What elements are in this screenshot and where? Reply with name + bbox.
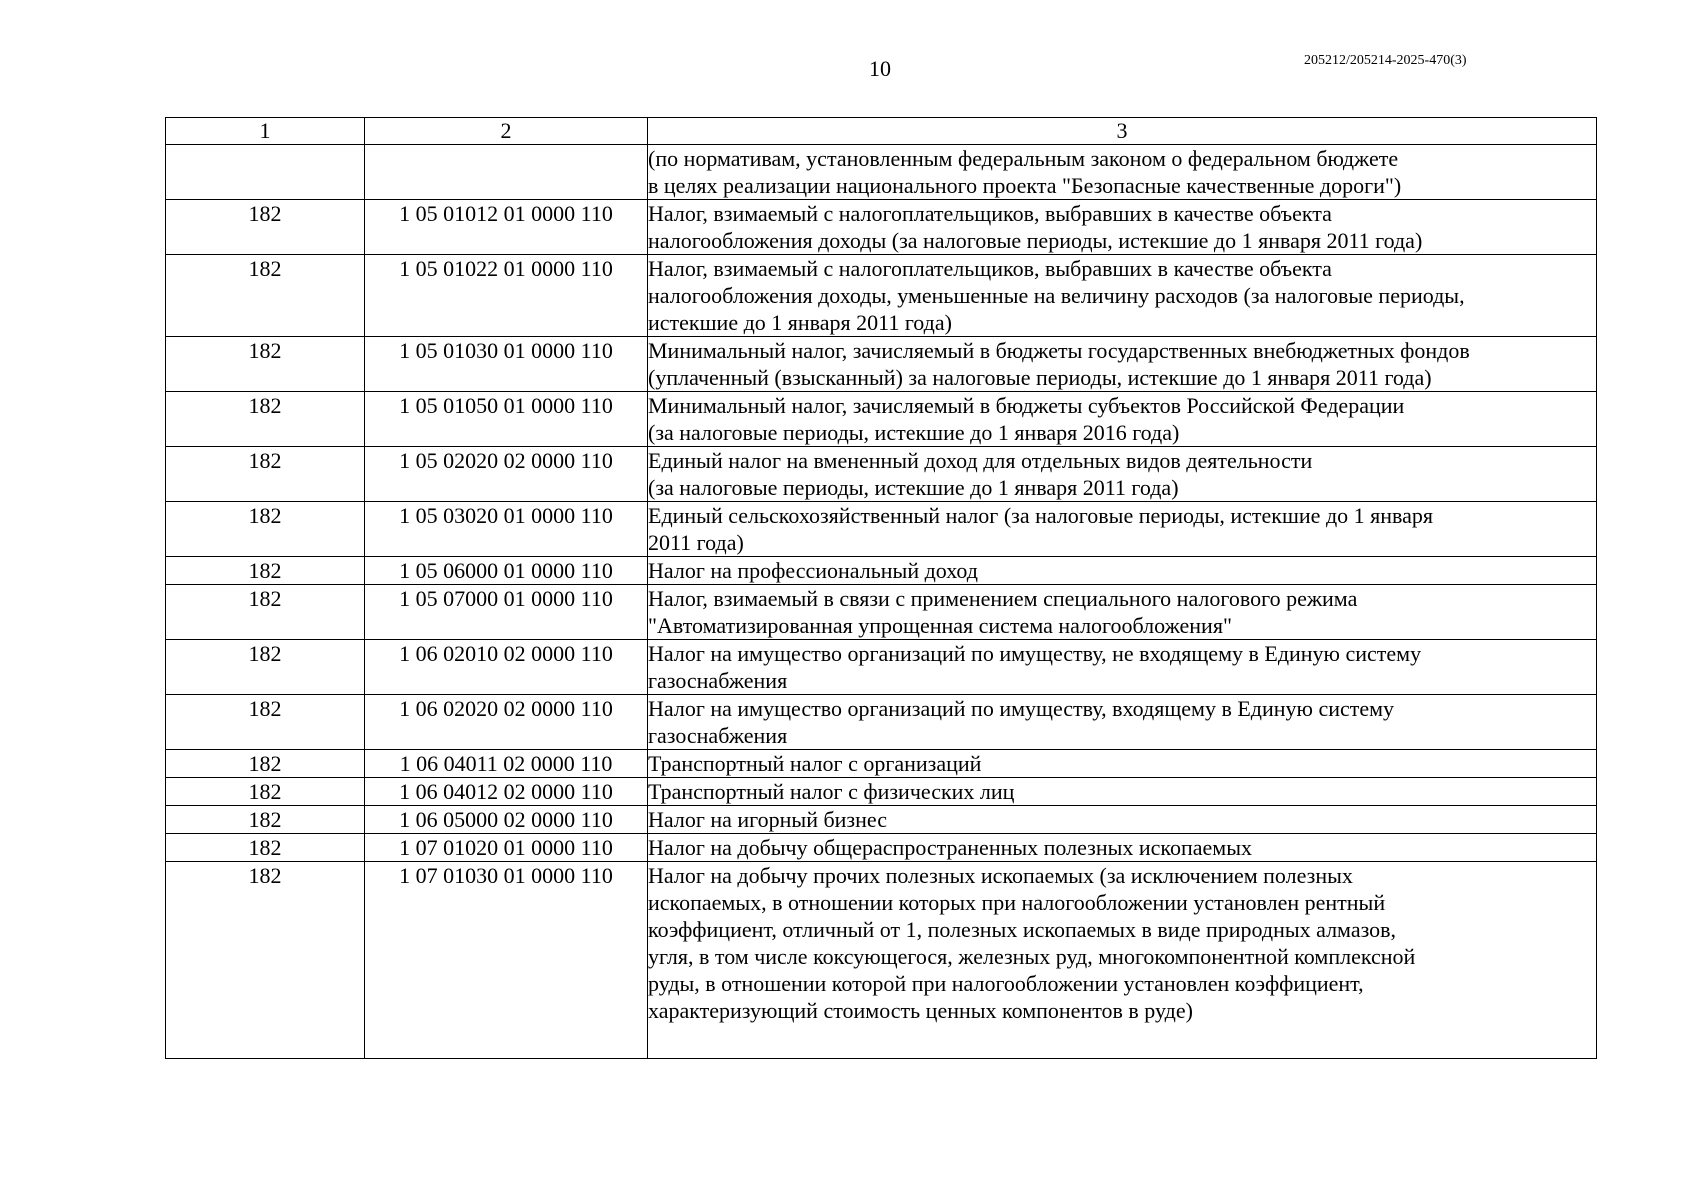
revenue-name-cell: Налог на имущество организаций по имуществу, не входящему в Единую систему газоснабжения [648,640,1597,695]
admin-code-cell: 182 [166,255,365,337]
budget-code-cell: 1 07 01020 01 0000 110 [365,834,648,862]
table-row [166,200,1597,255]
column-number-row [166,118,1597,145]
admin-code-cell: 182 [166,778,365,806]
column-header-3: 3 [648,118,1597,145]
table-row [166,337,1597,392]
budget-code-cell: 1 06 05000 02 0000 110 [365,806,648,834]
admin-code-cell [166,145,365,200]
revenue-name-cell: Единый налог на вмененный доход для отдельных видов деятельности (за налоговые периоды, истекшие до 1 января 2011 года) [648,447,1597,502]
admin-code-cell: 182 [166,200,365,255]
table-row [166,447,1597,502]
revenue-name-cell: Налог, взимаемый в связи с применением специального налогового режима "Автоматизированная упрощенная система налогообложения" [648,585,1597,640]
table-row [166,778,1597,806]
revenue-name-cell: Минимальный налог, зачисляемый в бюджеты субъектов Российской Федерации (за налоговые периоды, истекшие до 1 января 2016 года) [648,392,1597,447]
table-row [166,255,1597,337]
budget-code-cell: 1 07 01030 01 0000 110 [365,862,648,1059]
revenue-name-cell: Налог на добычу общераспространенных полезных ископаемых [648,834,1597,862]
admin-code-cell: 182 [166,502,365,557]
budget-code-cell: 1 05 01022 01 0000 110 [365,255,648,337]
revenue-name-cell: Налог на добычу прочих полезных ископаемых (за исключением полезных ископаемых, в отношении которых при налогообложении установлен рентный коэффициент, отличный от 1, полезных ископаемых в виде природных алмазов, угля, в том числе коксующегося, железных руд, многокомпонентной комплексной руды, в отношении которой при налогообложении установлен коэффициент, характеризующий стоимость ценных компонентов в руде) [648,862,1597,1059]
budget-code-cell: 1 05 07000 01 0000 110 [365,585,648,640]
page-number: 10 [869,56,891,81]
table-row [166,392,1597,447]
budget-code-cell: 1 05 06000 01 0000 110 [365,557,648,585]
admin-code-cell: 182 [166,750,365,778]
admin-code-cell: 182 [166,834,365,862]
admin-code-cell: 182 [166,557,365,585]
budget-code-cell: 1 05 01012 01 0000 110 [365,200,648,255]
revenue-codes-table [165,117,1597,1059]
revenue-name-cell: Транспортный налог с организаций [648,750,1597,778]
budget-code-cell: 1 06 04012 02 0000 110 [365,778,648,806]
revenue-name-cell: Налог, взимаемый с налогоплательщиков, выбравших в качестве объекта налогообложения доходы (за налоговые периоды, истекшие до 1 января 2011 года) [648,200,1597,255]
budget-code-cell: 1 05 03020 01 0000 110 [365,502,648,557]
table-row [166,557,1597,585]
document-code: 205212/205214-2025-470(3) [1304,53,1467,68]
revenue-name-cell: (по нормативам, установленным федеральным законом о федеральном бюджете в целях реализации национального проекта "Безопасные качественные дороги") [648,145,1597,200]
admin-code-cell: 182 [166,447,365,502]
table-row [166,750,1597,778]
table-row [166,145,1597,200]
table-body [166,145,1597,1059]
budget-code-cell: 1 05 02020 02 0000 110 [365,447,648,502]
table-row [166,862,1597,1059]
revenue-name-cell: Налог на профессиональный доход [648,557,1597,585]
table-row [166,585,1597,640]
budget-code-cell: 1 05 01030 01 0000 110 [365,337,648,392]
budget-code-cell: 1 06 04011 02 0000 110 [365,750,648,778]
budget-code-cell: 1 06 02020 02 0000 110 [365,695,648,750]
admin-code-cell: 182 [166,862,365,1059]
budget-code-cell: 1 06 02010 02 0000 110 [365,640,648,695]
admin-code-cell: 182 [166,337,365,392]
revenue-name-cell: Налог на имущество организаций по имуществу, входящему в Единую систему газоснабжения [648,695,1597,750]
table-row [166,695,1597,750]
admin-code-cell: 182 [166,806,365,834]
admin-code-cell: 182 [166,695,365,750]
admin-code-cell: 182 [166,585,365,640]
revenue-name-cell: Минимальный налог, зачисляемый в бюджеты государственных внебюджетных фондов (уплаченный (взысканный) за налоговые периоды, истекшие до 1 января 2011 года) [648,337,1597,392]
revenue-name-cell: Транспортный налог с физических лиц [648,778,1597,806]
admin-code-cell: 182 [166,640,365,695]
table-row [166,806,1597,834]
budget-code-cell [365,145,648,200]
admin-code-cell: 182 [166,392,365,447]
budget-code-cell: 1 05 01050 01 0000 110 [365,392,648,447]
table-row [166,640,1597,695]
table-row [166,502,1597,557]
column-header-1: 1 [166,118,365,145]
table-row [166,834,1597,862]
revenue-name-cell: Налог на игорный бизнес [648,806,1597,834]
revenue-name-cell: Налог, взимаемый с налогоплательщиков, выбравших в качестве объекта налогообложения доходы, уменьшенные на величину расходов (за налоговые периоды, истекшие до 1 января 2011 года) [648,255,1597,337]
revenue-name-cell: Единый сельскохозяйственный налог (за налоговые периоды, истекшие до 1 января 2011 года) [648,502,1597,557]
column-header-2: 2 [365,118,648,145]
